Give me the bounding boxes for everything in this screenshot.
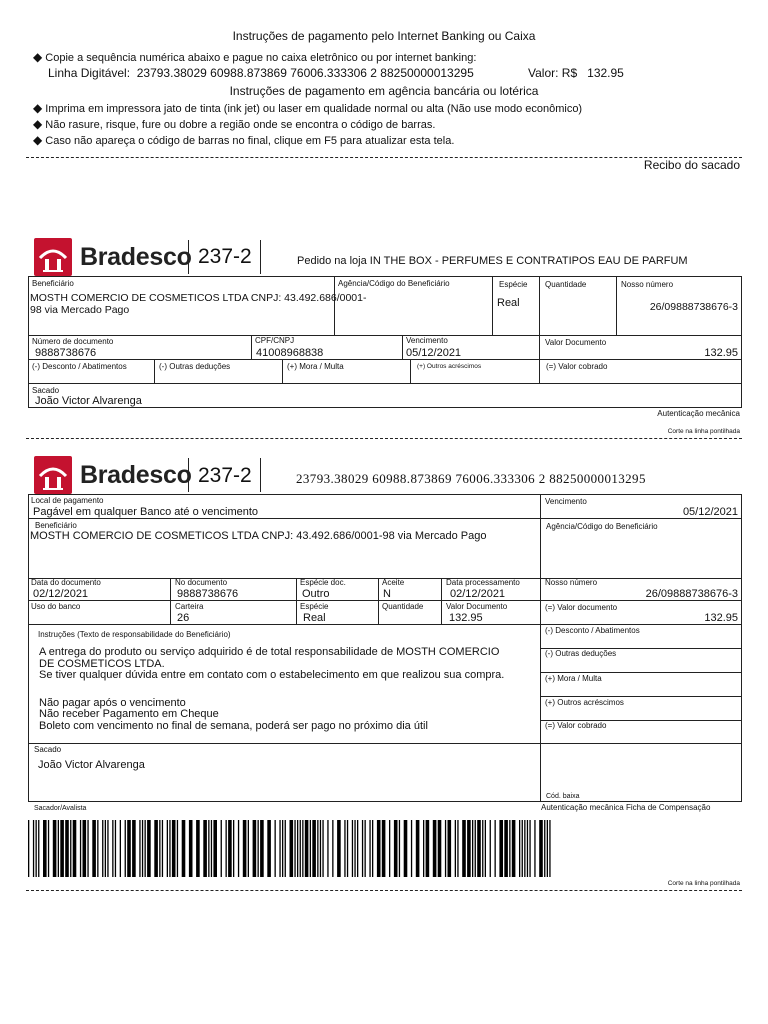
beneficiario-line2: 98 via Mercado Pago xyxy=(30,304,130,316)
cut-line xyxy=(26,438,742,439)
barcode-bar xyxy=(70,820,71,877)
bullet-icon: ◆ xyxy=(33,101,43,115)
barcode-bar xyxy=(267,820,271,877)
barcode-bar xyxy=(495,820,496,877)
valor-label: Valor: R$ xyxy=(528,66,578,80)
barcode-bar xyxy=(102,820,103,877)
valor-cobrado-label: (=) Valor cobrado xyxy=(546,362,608,371)
sacador-label: Sacador/Avalista xyxy=(34,805,87,812)
barcode-bar xyxy=(312,820,316,877)
barcode-bar xyxy=(279,820,280,877)
row-divider xyxy=(540,672,742,673)
no-doc-value: 9888738676 xyxy=(177,588,239,600)
corte-label: Corte na linha pontilhada xyxy=(667,428,740,435)
numero-doc-label: Número de documento xyxy=(32,337,114,346)
agencia-title: Instruções de pagamento em agência bancária ou lotérica xyxy=(229,84,539,98)
bradesco-logo xyxy=(34,238,192,276)
valor-value: 132.95 xyxy=(587,66,624,80)
barcode-bar xyxy=(527,820,528,877)
row-divider xyxy=(28,743,742,744)
col-divider xyxy=(334,276,335,335)
barcode-bar xyxy=(377,820,381,877)
barcode-bar xyxy=(208,820,209,877)
row-divider xyxy=(28,383,742,384)
data-proc-label: Data processamento xyxy=(446,578,520,587)
barcode-bar xyxy=(352,820,353,877)
barcode-bar xyxy=(228,820,232,877)
barcode-bar xyxy=(457,820,458,877)
bradesco-logo-text: Bradesco xyxy=(80,460,192,489)
barcode-bar xyxy=(445,820,446,877)
col-divider xyxy=(296,578,297,624)
logo-divider xyxy=(188,240,189,274)
barcode-bar xyxy=(162,820,163,877)
barcode-bar xyxy=(294,820,295,877)
valor-doc-label: Valor Documento xyxy=(545,338,607,347)
barcode-bar xyxy=(221,820,222,877)
row-divider xyxy=(28,335,742,336)
bank-code: 237-2 xyxy=(198,464,252,487)
barcode-bar xyxy=(519,820,520,877)
barcode-bar xyxy=(238,820,239,877)
barcode-bar xyxy=(285,820,286,877)
barcode-bar xyxy=(549,820,550,877)
barcode-bar xyxy=(362,820,363,877)
barcode-bar xyxy=(544,820,545,877)
data-doc-label: Data do documento xyxy=(31,578,101,587)
slip-quantidade-label: Quantidade xyxy=(382,602,424,611)
barcode-bar xyxy=(43,820,47,877)
valor-row xyxy=(528,66,624,80)
barcode-bar xyxy=(36,820,37,877)
barcode xyxy=(28,820,552,877)
barcode-bar xyxy=(332,820,333,877)
linha-digitavel-label: Linha Digitável: xyxy=(48,66,131,80)
logo-divider xyxy=(188,458,189,492)
instrucao-line: Não pagar após o vencimento xyxy=(39,696,186,709)
col-divider xyxy=(251,335,252,359)
barcode-bar xyxy=(73,820,77,877)
barcode-bar xyxy=(260,820,264,877)
slip-outros-acrescimos-label: (+) Outros acréscimos xyxy=(545,698,624,707)
barcode-bar xyxy=(475,820,476,877)
data-proc-value: 02/12/2021 xyxy=(450,588,506,600)
barcode-bar xyxy=(233,820,234,877)
barcode-bar xyxy=(485,820,486,877)
barcode-bar xyxy=(394,820,398,877)
barcode-bar xyxy=(509,820,510,877)
outras-deducoes-label: (-) Outras deduções xyxy=(159,362,231,371)
barcode-bar xyxy=(38,820,39,877)
barcode-bar xyxy=(305,820,309,877)
bank-code-divider xyxy=(260,458,261,492)
slip-corte-label: Corte na linha pontilhada xyxy=(667,880,740,887)
beneficiario-line1: MOSTH COMERCIO DE COSMETICOS LTDA CNPJ: 43.492.686/0001- xyxy=(30,292,367,304)
slip-agencia-label: Agência/Código do Beneficiário xyxy=(546,522,658,531)
barcode-bar xyxy=(169,820,170,877)
barcode-bar xyxy=(354,820,355,877)
barcode-bar xyxy=(490,820,491,877)
barcode-bar xyxy=(139,820,140,877)
barcode-bar xyxy=(534,820,535,877)
autenticacao-label: Autenticação mecânica xyxy=(657,409,740,418)
barcode-bar xyxy=(372,820,373,877)
desconto-label: (-) Desconto / Abatimentos xyxy=(32,362,127,371)
barcode-bar xyxy=(258,820,259,877)
slip-valor-doc-value: 132.95 xyxy=(449,612,483,624)
row-divider xyxy=(28,624,742,625)
barcode-bar xyxy=(203,820,207,877)
barcode-bar xyxy=(142,820,143,877)
barcode-bar xyxy=(344,820,345,877)
slip-autenticacao-label: Autenticação mecânica Ficha de Compensação xyxy=(541,803,711,812)
barcode-bar xyxy=(499,820,503,877)
no-doc-label: No documento xyxy=(175,578,228,587)
slip-nosso-numero-value: 26/09888738676-3 xyxy=(645,588,738,600)
barcode-bar xyxy=(300,820,301,877)
barcode-bar xyxy=(107,820,108,877)
barcode-bar xyxy=(467,820,471,877)
col-divider xyxy=(378,578,379,624)
barcode-bar xyxy=(357,820,358,877)
col-divider xyxy=(282,359,283,383)
barcode-bar xyxy=(317,820,318,877)
sacado-value: João Victor Alvarenga xyxy=(35,395,142,407)
barcode-bar xyxy=(411,820,412,877)
col-divider xyxy=(170,578,171,624)
cut-line xyxy=(26,890,742,891)
col-divider xyxy=(410,359,411,383)
barcode-bar xyxy=(455,820,456,877)
barcode-bar xyxy=(154,820,158,877)
linha-digitavel-value: 23793.38029 60988.873869 76006.333306 2 88250000013295 xyxy=(136,66,474,80)
barcode-bar xyxy=(477,820,481,877)
barcode-bar xyxy=(182,820,186,877)
barcode-bar xyxy=(369,820,370,877)
aceite-label: Aceite xyxy=(382,578,405,587)
barcode-bar xyxy=(297,820,298,877)
slip-outras-deducoes-label: (-) Outras deduções xyxy=(545,649,617,658)
row-divider xyxy=(28,600,742,601)
barcode-bar xyxy=(53,820,57,877)
barcode-bar xyxy=(28,820,29,877)
barcode-bar xyxy=(127,820,131,877)
barcode-bar xyxy=(115,820,116,877)
slip-desconto-label: (-) Desconto / Abatimentos xyxy=(545,626,640,635)
barcode-bar xyxy=(112,820,113,877)
internet-banking-title: Instruções de pagamento pelo Internet Banking ou Caixa xyxy=(232,29,536,43)
cut-line xyxy=(26,157,742,158)
copy-instruction xyxy=(33,50,476,64)
barcode-bar xyxy=(97,820,98,877)
nosso-numero-label: Nosso número xyxy=(621,280,674,289)
barcode-bar xyxy=(416,820,420,877)
barcode-bar xyxy=(145,820,146,877)
especie-doc-value: Outro xyxy=(302,588,330,600)
bullet-item: ◆ Não rasure, risque, fure ou dobre a região onde se encontra o código de barras. xyxy=(33,117,436,131)
row-divider xyxy=(540,696,742,697)
barcode-bar xyxy=(404,820,408,877)
slip-vencimento-label: Vencimento xyxy=(545,497,587,506)
valor-documento-value: 132.95 xyxy=(704,612,738,624)
data-doc-value: 02/12/2021 xyxy=(33,588,89,600)
barcode-bar xyxy=(327,820,328,877)
recibo-sacado: Recibo do sacado xyxy=(643,158,740,172)
local-label: Local de pagamento xyxy=(31,496,104,505)
slip-especie-label: Espécie xyxy=(300,602,329,611)
bradesco-logo xyxy=(34,456,192,494)
mora-label: (+) Mora / Multa xyxy=(287,362,344,371)
barcode-bar xyxy=(159,820,160,877)
barcode-bar xyxy=(132,820,136,877)
cpf-label: CPF/CNPJ xyxy=(255,336,295,345)
instrucao-line: Se tiver qualquer dúvida entre em contato com o estabelecimento em que realizou sua compra. xyxy=(39,669,505,681)
barcode-bar xyxy=(58,820,59,877)
bullet-icon: ◆ xyxy=(33,117,43,131)
valor-doc-value: 132.95 xyxy=(704,347,738,359)
barcode-bar xyxy=(105,820,106,877)
barcode-bar xyxy=(504,820,508,877)
barcode-bar xyxy=(433,820,437,877)
bullet-item: ◆ Caso não apareça o código de barras no final, clique em F5 para atualizar esta tela. xyxy=(33,133,455,147)
barcode-bar xyxy=(211,820,212,877)
slip-especie-value: Real xyxy=(303,612,326,624)
barcode-bar xyxy=(426,820,430,877)
barcode-bar xyxy=(524,820,525,877)
barcode-bar xyxy=(226,820,227,877)
cod-baixa-label: Cód. baixa xyxy=(546,793,580,800)
barcode-bar xyxy=(482,820,483,877)
slip-sacado-value: João Victor Alvarenga xyxy=(38,759,145,771)
instrucao-line: Não receber Pagamento em Cheque xyxy=(39,708,219,720)
sacado-label: Sacado xyxy=(32,386,60,395)
barcode-bar xyxy=(87,820,88,877)
barcode-bar xyxy=(213,820,217,877)
barcode-bar xyxy=(60,820,64,877)
instruction-bullets xyxy=(33,101,582,149)
slip-nosso-numero-label: Nosso número xyxy=(545,578,598,587)
aceite-value: N xyxy=(383,588,391,600)
barcode-bar xyxy=(472,820,473,877)
vencimento-label: Vencimento xyxy=(406,336,448,345)
quantidade-label: Quantidade xyxy=(545,280,587,289)
barcode-bar xyxy=(382,820,386,877)
barcode-bar xyxy=(120,820,121,877)
barcode-bar xyxy=(337,820,341,877)
especie-doc-label: Espécie doc. xyxy=(300,578,346,587)
barcode-bar xyxy=(347,820,348,877)
barcode-bar xyxy=(389,820,390,877)
instrucao-line: Boleto com vencimento no final de semana, poderá ser pago no próximo dia útil xyxy=(39,719,428,732)
col-divider xyxy=(539,276,540,383)
especie-label: Espécie xyxy=(499,280,528,289)
barcode-bar xyxy=(462,820,466,877)
col-divider xyxy=(402,335,403,359)
slip-beneficiario-value: MOSTH COMERCIO DE COSMETICOS LTDA CNPJ: 43.492.686/0001-98 via Mercado Pago xyxy=(30,530,487,542)
bradesco-tree-icon xyxy=(34,238,72,276)
instrucao-spacer xyxy=(39,682,504,698)
barcode-bar xyxy=(522,820,523,877)
barcode-bar xyxy=(167,820,168,877)
slip-sacado-label: Sacado xyxy=(34,745,62,754)
copy-instruction-text: Copie a sequência numérica abaixo e pague no caixa eletrônico ou por internet banking: xyxy=(45,52,477,64)
barcode-bar xyxy=(248,820,249,877)
barcode-bar xyxy=(547,820,548,877)
slip-vencimento-value: 05/12/2021 xyxy=(682,506,738,518)
barcode-bar xyxy=(80,820,81,877)
barcode-bar xyxy=(448,820,452,877)
row-divider xyxy=(28,359,742,360)
instrucoes-label: Instruções (Texto de responsabilidade do Beneficiário) xyxy=(38,630,231,639)
bank-code-divider xyxy=(260,240,261,274)
barcode-bar xyxy=(275,820,276,877)
bank-code: 237-2 xyxy=(198,245,252,268)
barcode-bar xyxy=(92,820,96,877)
barcode-bar xyxy=(399,820,400,877)
col-divider xyxy=(441,578,442,624)
bullet-icon: ◆ xyxy=(33,133,43,147)
instrucao-line: A entrega do produto ou serviço adquirido é de total responsabilidade de MOSTH COMERCIO xyxy=(39,646,500,658)
linha-digitavel-row xyxy=(48,66,474,80)
barcode-bar xyxy=(302,820,303,877)
instrucao-line: DE COSMETICOS LTDA. xyxy=(39,657,165,670)
row-divider xyxy=(28,518,742,519)
barcode-bar xyxy=(33,820,34,877)
bullet-item: ◆ Imprima em impressora jato de tinta (ink jet) ou laser em qualidade normal ou alta (Não use modo econômico) xyxy=(33,101,583,115)
agencia-label: Agência/Código do Beneficiário xyxy=(338,279,450,288)
bradesco-tree-icon xyxy=(34,456,72,494)
barcode-bar xyxy=(322,820,323,877)
barcode-bar xyxy=(282,820,283,877)
barcode-bar xyxy=(539,820,543,877)
col-divider xyxy=(492,276,493,335)
col-divider xyxy=(616,276,617,335)
barcode-bar xyxy=(290,820,294,877)
col-divider xyxy=(154,359,155,383)
barcode-bar xyxy=(177,820,178,877)
valor-documento-label: (=) Valor documento xyxy=(545,603,618,612)
barcode-bar xyxy=(172,820,176,877)
slip-beneficiario-label: Beneficiário xyxy=(35,521,77,530)
barcode-bar xyxy=(253,820,257,877)
beneficiario-label: Beneficiário xyxy=(32,279,74,288)
local-value: Pagável em qualquer Banco até o vencimento xyxy=(33,506,259,518)
uso-banco-label: Uso do banco xyxy=(31,602,81,611)
barcode-bar xyxy=(512,820,516,877)
barcode-bar xyxy=(65,820,69,877)
barcode-bar xyxy=(125,820,126,877)
slip-valor-cobrado-label: (=) Valor cobrado xyxy=(545,721,607,730)
nosso-numero-value: 26/09888738676-3 xyxy=(649,301,738,313)
barcode-bar xyxy=(320,820,321,877)
cpf-value: 41008968838 xyxy=(256,347,324,359)
outros-acrescimos-label: (+) Outros acréscimos xyxy=(417,363,482,370)
barcode-bar xyxy=(83,820,87,877)
barcode-bar xyxy=(243,820,247,877)
barcode-bar xyxy=(189,820,193,877)
numero-doc-value: 9888738676 xyxy=(35,347,97,359)
barcode-bar xyxy=(529,820,530,877)
barcode-bar xyxy=(196,820,200,877)
barcode-bar xyxy=(48,820,49,877)
instrucoes-text xyxy=(39,647,504,732)
barcode-bar xyxy=(147,820,151,877)
bradesco-logo-text: Bradesco xyxy=(80,242,192,271)
bullet-icon: ◆ xyxy=(33,50,43,64)
barcode-bar xyxy=(365,820,366,877)
slip-linha-digitavel: 23793.38029 60988.873869 76006.333306 2 88250000013295 xyxy=(296,471,646,486)
slip-valor-doc-label: Valor Documento xyxy=(446,602,508,611)
slip-mora-label: (+) Mora / Multa xyxy=(545,674,602,683)
carteira-value: 26 xyxy=(177,612,190,624)
barcode-bar xyxy=(438,820,442,877)
carteira-label: Carteira xyxy=(175,602,204,611)
especie-value: Real xyxy=(497,297,520,309)
barcode-bar xyxy=(310,820,311,877)
vencimento-value: 05/12/2021 xyxy=(406,347,462,359)
barcode-bar xyxy=(423,820,424,877)
order-text: Pedido na loja IN THE BOX - PERFUMES E CONTRATIPOS EAU DE PARFUM xyxy=(297,255,688,267)
